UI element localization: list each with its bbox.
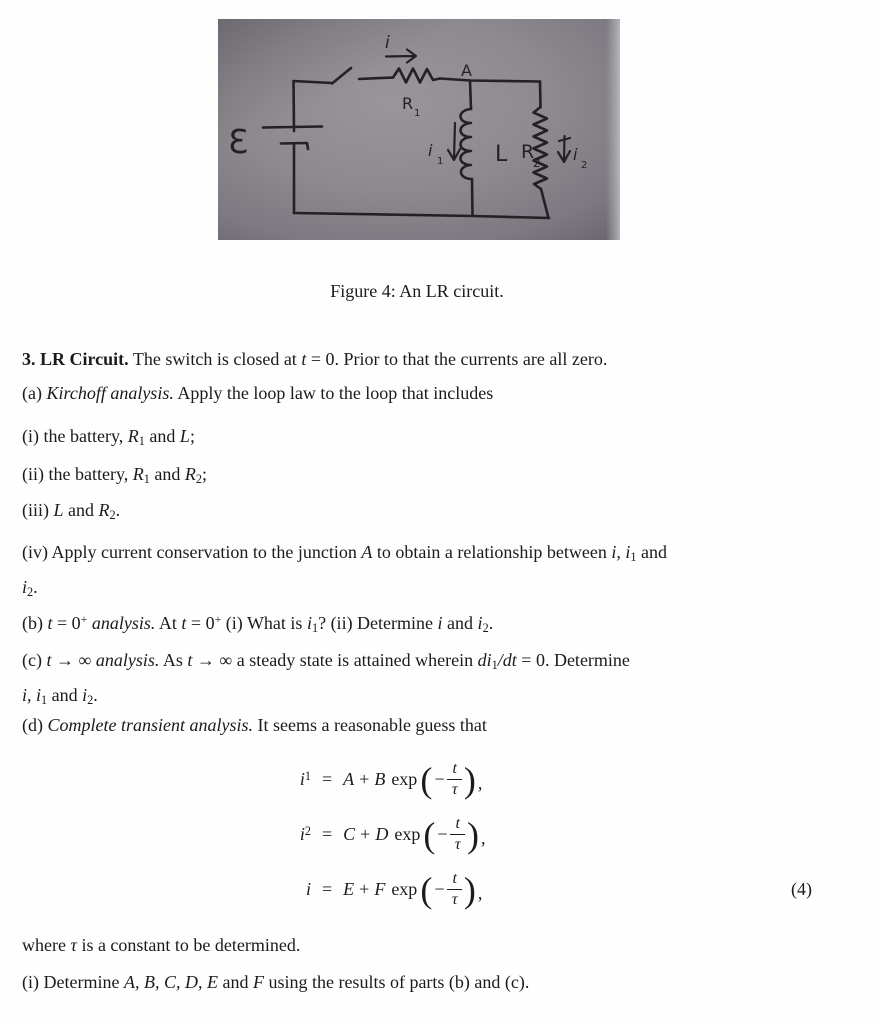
determine-constants-line: (i) Determine A, B, C, D, E and F using the results of parts (b) and (c).: [22, 972, 530, 992]
part-b-line: (b) t = 0+ analysis. At t = 0+ (i) What is i1? (ii) Determine i and i2.: [22, 612, 494, 635]
equation-row-i2: i 2 = C + D exp ( − $\frac{t}{\tau}$ ) ,: [299, 814, 486, 855]
resistor-r2-label-sub: 2: [533, 156, 541, 170]
right-paren: ): [463, 869, 476, 910]
equation-number: (4): [791, 879, 812, 899]
item-i-line: (i) the battery, R1 and L;: [22, 426, 195, 448]
circuit-diagram: [218, 19, 620, 240]
equation-row-i1: i 1 = A + B exp ( − $\frac{t}{\tau}$ ) ,: [299, 759, 483, 800]
wire-inductor-to-bottom: [472, 179, 473, 215]
photo-right-edge-highlight: [606, 19, 620, 240]
equals-sign: =: [322, 824, 333, 844]
equation-row-i: i = E + F exp ( − $\frac{t}{\tau}$ ) ,: [305, 869, 483, 910]
wire-switch-to-r1: [359, 78, 393, 80]
equation-block: [281, 752, 812, 917]
fraction-t-over-tau: $\frac{t}{\tau}$: [450, 815, 464, 855]
left-paren: (: [420, 759, 433, 800]
resistor-r1-label-sub: 1: [414, 108, 421, 119]
resistor-r1-label: R: [402, 94, 414, 113]
fraction-t-over-tau: $\frac{t}{\tau}$: [447, 760, 461, 800]
current-i1-label-sub: 1: [437, 156, 444, 167]
item-ii-line: (ii) the battery, R1 and R2;: [22, 464, 208, 486]
right-paren: ): [466, 814, 479, 855]
problem-title-line: 3. LR Circuit. The switch is closed at t = 0. Prior to that the currents are all zero.: [22, 349, 608, 369]
left-paren: (: [423, 814, 436, 855]
emf-label: Ɛ: [228, 122, 249, 161]
part-c-paragraph: (c) t → ∞ analysis. As t → ∞ a steady state is attained wherein di1/dt = 0. Determine i, i1 and i2.: [22, 650, 630, 707]
item-iii-line: (iii) L and R2.: [22, 500, 121, 522]
tau-note-line: where τ is a constant to be determined.: [22, 935, 301, 955]
current-i2-label-sub: 2: [581, 160, 588, 171]
wire-top-right-to-r2: [540, 82, 541, 108]
wire-node-a-to-inductor: [470, 81, 471, 110]
battery-plate-long: [263, 127, 322, 128]
figure-caption: Figure 4: An LR circuit.: [330, 281, 504, 301]
current-i1-label: i: [428, 141, 433, 160]
left-paren: (: [420, 869, 433, 910]
current-i-label: i: [385, 33, 390, 53]
item-iv-paragraph: (iv) Apply current conservation to the junction A to obtain a relationship between i, i1 and i2.: [22, 542, 667, 599]
equals-sign: =: [322, 769, 333, 789]
equals-sign: =: [322, 879, 333, 899]
fraction-t-over-tau: $\frac{t}{\tau}$: [447, 870, 461, 910]
node-a-label: A: [461, 61, 472, 80]
circuit-photo: [218, 19, 620, 240]
inductor-label: L: [495, 142, 508, 167]
part-d-line: (d) Complete transient analysis. It seems a reasonable guess that: [22, 715, 487, 735]
resistor-r2-label: R: [521, 141, 535, 163]
part-a-line: (a) Kirchoff analysis. Apply the loop law to the loop that includes: [22, 383, 494, 403]
right-paren: ): [463, 759, 476, 800]
current-i2-label: i: [573, 145, 578, 164]
photo-corner-shadow: [218, 19, 620, 240]
